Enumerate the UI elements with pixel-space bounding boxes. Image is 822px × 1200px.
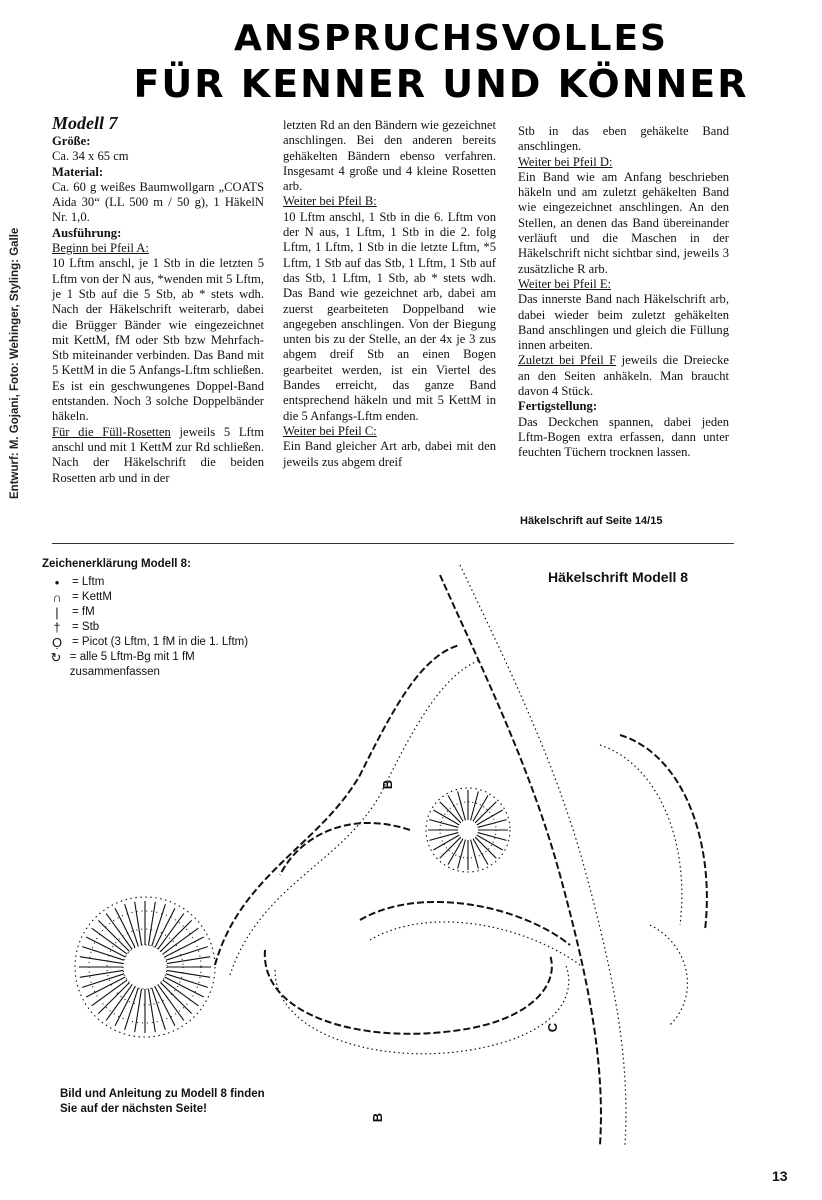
finish-label: Fertigstellung: bbox=[518, 399, 598, 414]
arrow-b-text: 10 Lftm anschl, 1 Stb in die 6. Lftm von der N aus, 1 Lftm, 1 Stb in die 2. folg Lftm, 1 Lftm, 1 Stb in die letzte Lftm, *5 Lftm, 1 Stb auf das Stb, 1 Lftm, 1 Stb auf das Stb, 1 Lftm, 1 Stb, ab * stets wdh. Das Band wie gezeichnet arb, dabei am zuerst gearbeiteten Doppelband wie angegeben anschlingen. Von der Biegung unten bis zu der Stelle, an der 4x je 3 zus abgem dreif Stb an einen Bogen gearbeitet werden, ist ein Viertel des Bandes erreicht, das ganze Band entsprechend häkeln und mit 5 KettM in die 5 Anfangs-Lftm enden. bbox=[283, 209, 496, 423]
section-divider bbox=[52, 543, 734, 544]
rosette-left bbox=[75, 897, 215, 1037]
col2-continuation: letzten Rd an den Bändern wie gezeichnet anschlingen. Bei den anderen bereits gehäkelten Bändern ebenso verfahren. Insgesamt 4 große und 4 kleine Rosetten arb. bbox=[283, 118, 496, 194]
slip-stitch-icon: ∩ bbox=[52, 590, 62, 605]
finish-text: Das Deckchen spannen, dabei jeden Lftm-Bogen extra erfassen, dann unter feuchten Tüchern trocknen lassen. bbox=[518, 414, 729, 460]
arrow-label-b: B bbox=[370, 1112, 386, 1123]
fill-label: Für die Füll-Rosetten bbox=[52, 424, 171, 439]
material-label: Material: bbox=[52, 164, 104, 179]
arrow-f-text: jeweils die Dreiecke an den Seiten anhäkeln. Man braucht davon 4 Stück. bbox=[518, 353, 729, 399]
double-crochet-icon: † bbox=[53, 620, 61, 635]
text-column-1 bbox=[52, 112, 264, 486]
legend-text: = KettM bbox=[72, 591, 112, 603]
rosette-center bbox=[426, 788, 510, 872]
size-value: Ca. 34 x 65 cm bbox=[52, 149, 129, 164]
material-text: Ca. 60 g weißes Baumwollgarn „COATS Aida 30“ (LL 500 m / 50 g), 1 HäkelN Nr. 1,0. bbox=[52, 179, 264, 225]
legend-title: Zeichenerklärung Modell 8: bbox=[42, 558, 191, 570]
text-column-3 bbox=[518, 124, 729, 461]
arrow-e-label: Weiter bei Pfeil E: bbox=[518, 276, 612, 291]
legend-text: = Stb bbox=[72, 621, 100, 633]
chain-stitch-icon: • bbox=[54, 575, 60, 590]
arrow-d-text: Ein Band wie am Anfang beschrieben häkeln und am zuletzt gehäkelten Band wie eingezeichnet anschlingen. An den Stellen, an denen das Band übereinander verläuft und die Maschen in der Häkelschrift nicht sichtbar sind, jeweils 3 zusätzliche R arb. bbox=[518, 169, 729, 276]
crochet-diagram bbox=[60, 545, 760, 1160]
arrow-e-text: Das innerste Band nach Häkelschrift arb, dabei wieder beim zuletzt gehäkelten Band anschlingen und gleich die Füllung innen arbeiten. bbox=[518, 292, 729, 353]
arrow-label-b: B bbox=[380, 779, 396, 790]
single-crochet-icon: | bbox=[55, 605, 59, 620]
model-title: Modell 7 bbox=[52, 113, 118, 133]
arrow-b-label: Weiter bei Pfeil B: bbox=[283, 194, 377, 209]
arrow-c-text: Ein Band gleicher Art arb, dabei mit den jeweils zus abgem dreif bbox=[283, 439, 496, 469]
legend-text: = Lftm bbox=[72, 576, 105, 588]
arrow-label-c: C bbox=[545, 1022, 561, 1033]
arrow-a-text: 10 Lftm anschl, je 1 Stb in die letzten 5 Lftm von der N aus, *wenden mit 5 Lftm, je 1 Stb auf die 5 Stb, ab * stets wdh. Nach der Häkelschrift weiterarb, dabei die Brügger Bänder wie eingezeichnet mit KettM, fM oder Stb bzw Mehrfach-Stb miteinander verbinden. Das Band mit 5 KettM in die 5 Anfangs-Lftm schließen. Es ist ein geschwungenes Doppel-Band entstanden. Noch 3 solche Doppelbänder häkeln. bbox=[52, 256, 264, 424]
arrow-a-label: Beginn bei Pfeil A: bbox=[52, 241, 149, 256]
col3-continuation: Stb in das eben gehäkelte Band anschlingen. bbox=[518, 124, 729, 154]
chart-reference-note: Häkelschrift auf Seite 14/15 bbox=[520, 515, 663, 527]
bottom-note: Bild und Anleitung zu Modell 8 finden Sie auf der nächsten Seite! bbox=[60, 1088, 265, 1115]
page-number: 13 bbox=[772, 1168, 788, 1184]
size-label: Größe: bbox=[52, 134, 91, 148]
gather-loop-icon: ↻ bbox=[50, 650, 62, 665]
fill-text: jeweils 5 Lftm anschl und mit 1 KettM zur Rd schließen. Nach der Häkelschrift die beiden Rosetten arb und in der bbox=[52, 424, 265, 485]
picot-icon: Ọ bbox=[51, 635, 63, 650]
arrow-d-label: Weiter bei Pfeil D: bbox=[518, 154, 613, 169]
legend-text: = alle 5 Lftm-Bg mit 1 fM zusammenfassen bbox=[69, 651, 195, 678]
legend-text: = Picot (3 Lftm, 1 fM in die 1. Lftm) bbox=[72, 636, 249, 648]
text-column-2 bbox=[283, 118, 496, 470]
arrow-f-label: Zuletzt bei Pfeil F bbox=[518, 353, 617, 368]
legend-text: = fM bbox=[72, 606, 95, 618]
page-title-line1: ANSPRUCHSVOLLES bbox=[234, 18, 668, 59]
chart-title: Häkelschrift Modell 8 bbox=[548, 569, 689, 585]
page-title-line2: FÜR KENNER UND KÖNNER bbox=[133, 62, 749, 106]
credit-line: Entwurf: M. Gojani, Foto: Wehinger, Styling: Galle bbox=[9, 227, 21, 499]
arrow-c-label: Weiter bei Pfeil C: bbox=[283, 423, 377, 438]
execution-label: Ausführung: bbox=[52, 225, 122, 240]
